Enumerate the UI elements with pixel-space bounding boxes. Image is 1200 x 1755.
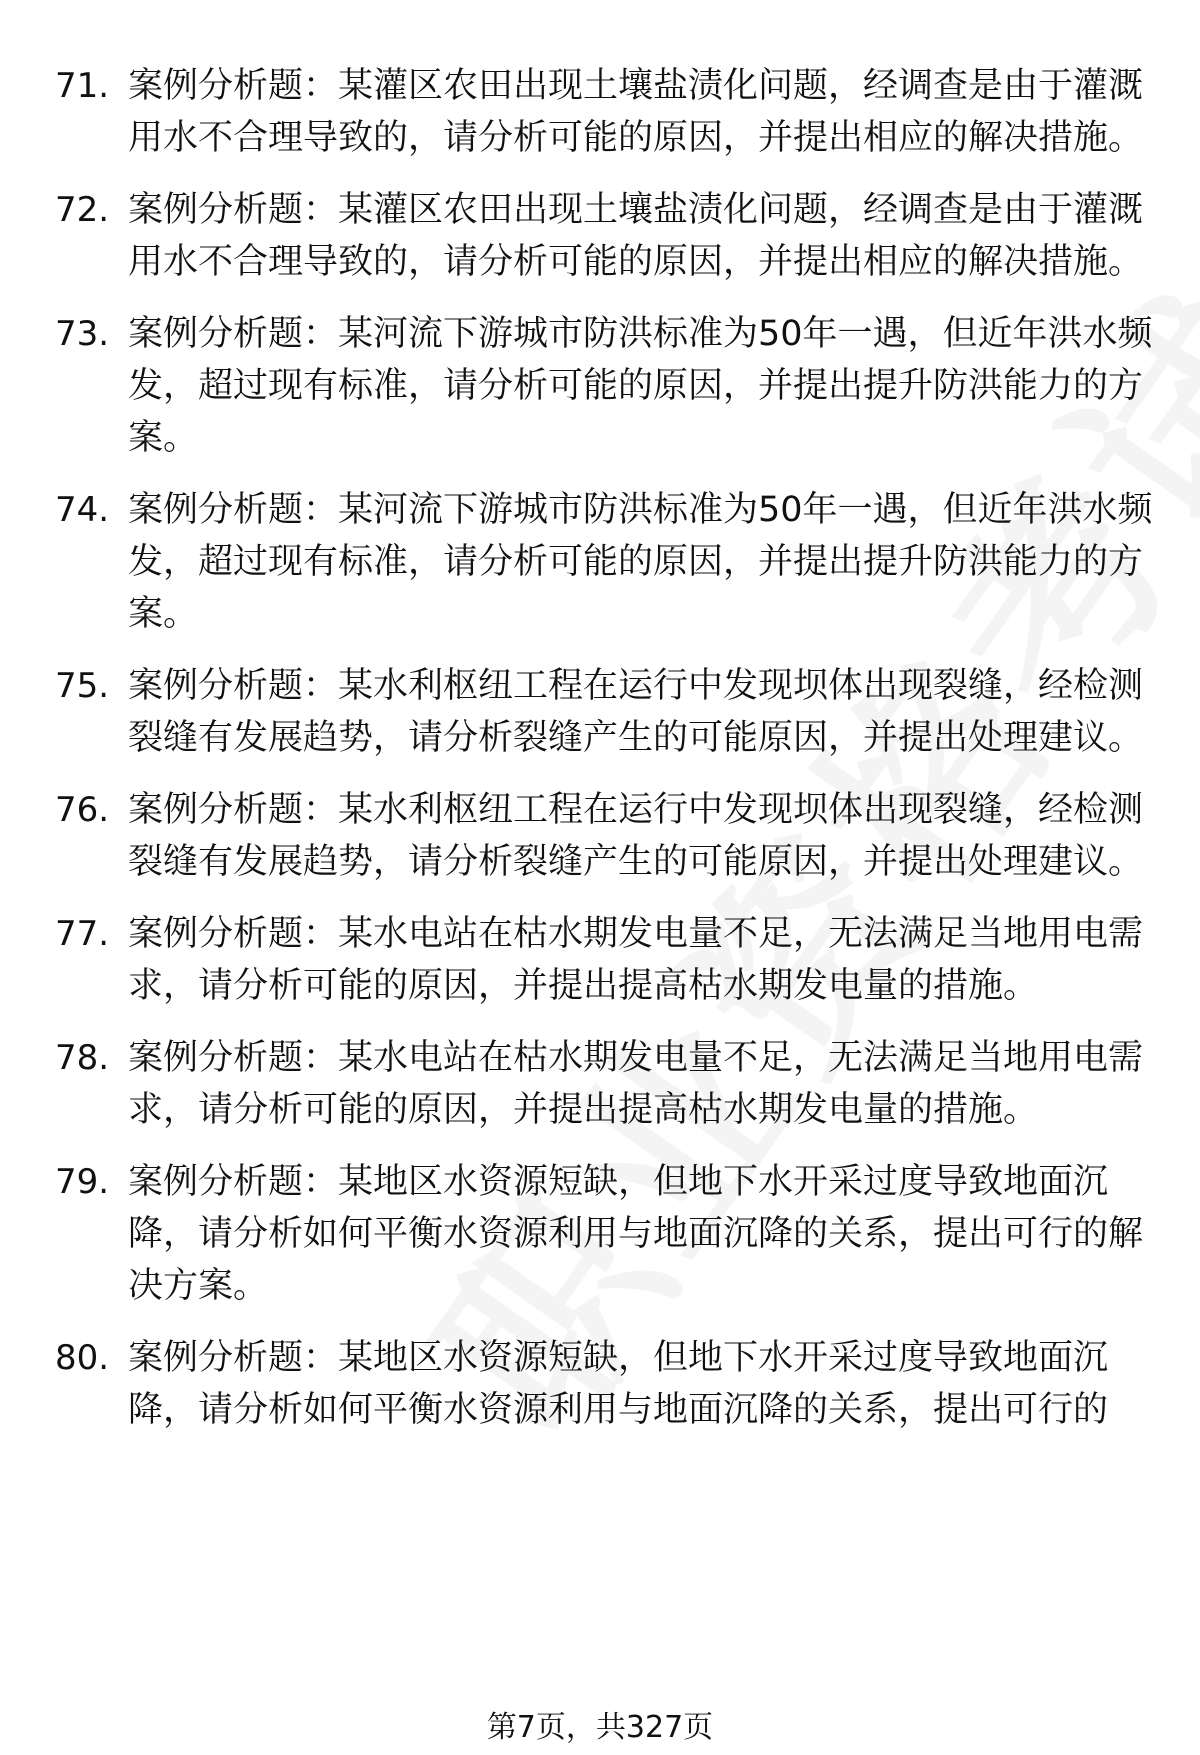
- question-text: 案例分析题：某水利枢纽工程在运行中发现坝体出现裂缝，经检测裂缝有发展趋势，请分析裂缝产生的可能原因，并提出处理建议。: [128, 790, 1144, 882]
- question-item: [55, 784, 1175, 888]
- question-text: 案例分析题：某水电站在枯水期发电量不足，无法满足当地用电需求，请分析可能的原因，并提出提高枯水期发电量的措施。: [128, 1038, 1144, 1130]
- question-number: 73.: [55, 314, 110, 354]
- question-text: 案例分析题：某水利枢纽工程在运行中发现坝体出现裂缝，经检测裂缝有发展趋势，请分析裂缝产生的可能原因，并提出处理建议。: [128, 666, 1144, 758]
- question-item: [55, 908, 1175, 1012]
- question-number: 72.: [55, 190, 110, 230]
- question-item: [55, 60, 1175, 164]
- question-number: 78.: [55, 1038, 110, 1078]
- question-text: 案例分析题：某地区水资源短缺，但地下水开采过度导致地面沉降，请分析如何平衡水资源利用与地面沉降的关系，提出可行的: [128, 1338, 1109, 1430]
- question-number: 79.: [55, 1162, 110, 1202]
- question-number: 74.: [55, 490, 110, 530]
- question-text: 案例分析题：某地区水资源短缺，但地下水开采过度导致地面沉降，请分析如何平衡水资源利用与地面沉降的关系，提出可行的解决方案。: [128, 1162, 1144, 1306]
- question-item: [55, 660, 1175, 764]
- question-number: 71.: [55, 66, 110, 106]
- question-item: [55, 1332, 1175, 1436]
- page-footer: [0, 1708, 1200, 1748]
- page-number-label: 第7页，共327页: [486, 1710, 714, 1745]
- question-number: 80.: [55, 1338, 110, 1378]
- question-number: 77.: [55, 914, 110, 954]
- question-text: 案例分析题：某河流下游城市防洪标准为50年一遇，但近年洪水频发，超过现有标准，请分析可能的原因，并提出提升防洪能力的方案。: [128, 490, 1153, 634]
- question-item: [55, 1032, 1175, 1136]
- question-item: [55, 484, 1175, 640]
- question-text: 案例分析题：某灌区农田出现土壤盐渍化问题，经调查是由于灌溉用水不合理导致的，请分析可能的原因，并提出相应的解决措施。: [128, 190, 1144, 282]
- question-item: [55, 308, 1175, 464]
- question-number: 76.: [55, 790, 110, 830]
- question-text: 案例分析题：某灌区农田出现土壤盐渍化问题，经调查是由于灌溉用水不合理导致的，请分析可能的原因，并提出相应的解决措施。: [128, 66, 1144, 158]
- question-item: [55, 184, 1175, 288]
- question-list: [55, 60, 1175, 1456]
- question-text: 案例分析题：某河流下游城市防洪标准为50年一遇，但近年洪水频发，超过现有标准，请分析可能的原因，并提出提升防洪能力的方案。: [128, 314, 1153, 458]
- question-item: [55, 1156, 1175, 1312]
- question-number: 75.: [55, 666, 110, 706]
- question-text: 案例分析题：某水电站在枯水期发电量不足，无法满足当地用电需求，请分析可能的原因，并提出提高枯水期发电量的措施。: [128, 914, 1144, 1006]
